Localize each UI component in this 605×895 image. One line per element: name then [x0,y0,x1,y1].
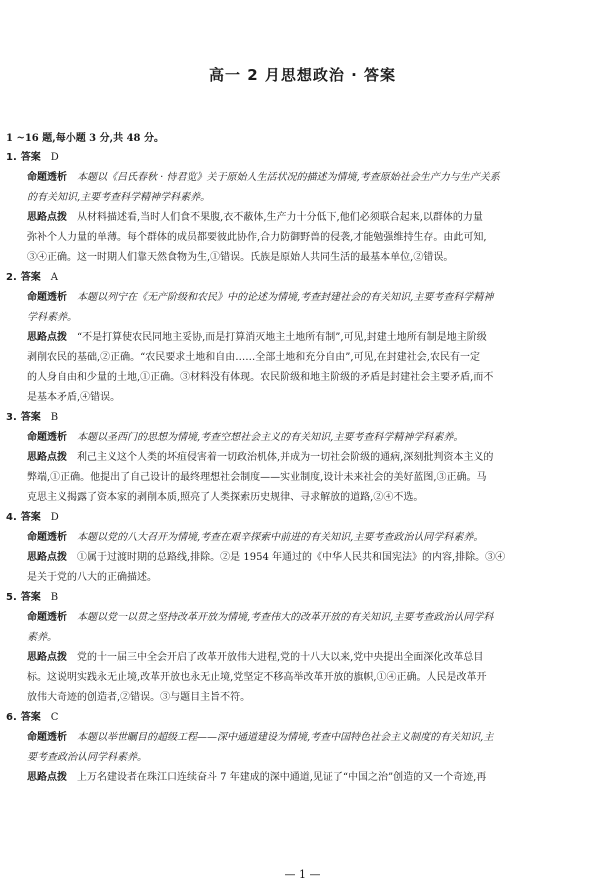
thinking-text-line [27,773,596,783]
intent-text-line [27,753,596,763]
thinking-text-line [27,573,596,583]
intent-label: 命题透析 [27,732,67,743]
thinking-text: 剥削农民的基础,②正确。“农民要求土地和自由……全部土地和充分自由”,可见,在封建社会,农民有一定 [27,352,480,363]
thinking-text-line [27,693,596,703]
intent-block [6,433,596,443]
answer-value: A [50,272,58,283]
thinking-text: 弊端,①正确。他提出了自己设计的最终理想社会制度——实业制度,设计未来社会的美好蓝图,③正确。马 [27,472,487,483]
thinking-block [6,453,596,503]
thinking-text-line [27,473,596,483]
intent-text-line [27,433,596,443]
answer-line [6,413,596,423]
answer-label: 答案 [20,712,41,723]
thinking-text-line [27,233,596,243]
thinking-label: 思路点拨 [27,552,67,563]
answer-label: 答案 [20,512,41,523]
question-number: 4. [6,512,17,523]
question-number: 2. [6,272,17,283]
intent-text-line [27,193,596,203]
answer-line [6,273,596,283]
question-number: 1. [6,152,17,163]
page-number: — 1 — [284,868,321,881]
answer-line [6,153,596,163]
answer-value: C [50,712,59,723]
thinking-text: 上万名建设者在珠江口连续奋斗 7 年建成的深中通道,见证了“中国之治”创造的又一个奇迹,再 [77,772,487,783]
thinking-text: 是基本矛盾,④错误。 [27,392,121,403]
question-number: 6. [6,712,17,723]
thinking-text-line [27,653,596,663]
thinking-text-line [27,553,596,563]
thinking-block [6,333,596,403]
intent-block [6,173,596,203]
thinking-text: ③④正确。这一时期人们靠天然食物为生,①错误。氏族是原始人共同生活的最基本单位,②错误。 [27,252,454,263]
answer-line [6,593,596,603]
thinking-text: 的人身自由和少量的土地,①正确。③材料没有体现。农民阶级和地主阶级的矛盾是封建社会主要矛盾,而不 [27,372,494,383]
answer-label: 答案 [20,592,41,603]
answer-label: 答案 [20,412,41,423]
intent-label: 命题透析 [27,612,67,623]
intent-label: 命题透析 [27,292,67,303]
question-block [6,513,596,583]
thinking-text: ①属于过渡时期的总路线,排除。②是 1954 年通过的《中华人民共和国宪法》的内容,排除。③④ [77,552,506,563]
thinking-text: 放伟大奇迹的创造者,②错误。③与题目主旨不符。 [27,692,251,703]
answer-line [6,713,596,723]
question-block [6,273,596,403]
answer-value: D [50,152,59,163]
intent-block [6,733,596,763]
intent-text-line [27,313,596,323]
intent-text-line [27,533,596,543]
thinking-text-line [27,253,596,263]
question-block [6,413,596,503]
thinking-block [6,653,596,703]
answer-value: D [50,512,59,523]
intent-text-line [27,173,596,183]
page-title: 高一 2 月思想政治 · 答案 [208,66,397,84]
intent-label: 命题透析 [27,432,67,443]
intent-block [6,613,596,643]
thinking-text: 是关于党的八大的正确描述。 [27,572,157,583]
thinking-text-line [27,213,596,223]
question-number: 3. [6,412,17,423]
answer-value: B [50,412,59,423]
intent-text-line [27,613,596,623]
thinking-text-line [27,393,596,403]
intent-text-line [27,293,596,303]
question-block [6,593,596,703]
scoring-intro: 1 ~16 题,每小题 3 分,共 48 分。 [6,133,164,144]
thinking-text-line [27,353,596,363]
intent-text: 本题以《吕氏春秋 · 恃君览》关于原始人生活状况的描述为情境,考查原始社会生产力与生产关系 [77,172,500,183]
question-block [6,713,596,783]
thinking-label: 思路点拨 [27,332,67,343]
thinking-block [6,213,596,263]
intent-block [6,293,596,323]
thinking-text: 克思主义揭露了资本家的剥削本质,照亮了人类探索历史规律、寻求解放的道路,②④不选。 [27,492,424,503]
thinking-label: 思路点拨 [27,652,67,663]
thinking-label: 思路点拨 [27,772,67,783]
intent-block [6,533,596,543]
answer-label: 答案 [20,272,41,283]
thinking-block [6,773,596,783]
thinking-text: 利己主义这个人类的坏疽侵害着一切政治机体,并成为一切社会阶级的通病,深刻批判资本主义的 [77,452,494,463]
intent-label: 命题透析 [27,172,67,183]
thinking-text: 标。这说明实践永无止境,改革开放也永无止境,党坚定不移高举改革开放的旗帜,①④正确。人民是改革开 [27,672,487,683]
intent-text: 素养。 [27,632,57,643]
thinking-text: 从材料描述看,当时人们食不果腹,衣不蔽体,生产力十分低下,他们必须联合起来,以群体的力量 [77,212,483,223]
answer-content [6,134,596,793]
intent-text: 要考查政治认同学科素养。 [27,752,147,763]
answer-label: 答案 [20,152,41,163]
intent-text-line [27,633,596,643]
intent-label: 命题透析 [27,532,67,543]
thinking-block [6,553,596,583]
intent-text: 本题以党一以贯之坚持改革开放为情境,考查伟大的改革开放的有关知识,主要考查政治认同学科 [77,612,494,623]
thinking-text-line [27,373,596,383]
intent-text: 本题以党的八大召开为情境,考查在艰辛探索中前进的有关知识,主要考查政治认同学科素养。 [77,532,484,543]
thinking-text-line [27,673,596,683]
thinking-text: “不是打算使农民同地主妥协,而是打算消灭地主土地所有制”,可见,封建土地所有制是地主阶级 [77,332,487,343]
intent-text: 本题以列宁在《无产阶级和农民》中的论述为情境,考查封建社会的有关知识,主要考查科学精神 [77,292,494,303]
thinking-text-line [27,493,596,503]
thinking-text-line [27,333,596,343]
intent-text: 本题以举世瞩目的超级工程——深中通道建设为情境,考查中国特色社会主义制度的有关知识,主 [77,732,494,743]
question-block [6,153,596,263]
intent-text: 学科素养。 [27,312,77,323]
thinking-label: 思路点拨 [27,452,67,463]
thinking-text-line [27,453,596,463]
thinking-text: 党的十一届三中全会开启了改革开放伟大进程,党的十八大以来,党中央提出全面深化改革总目 [77,652,484,663]
question-number: 5. [6,592,17,603]
intent-text: 的有关知识,主要考查科学精神学科素养。 [27,192,211,203]
answer-line [6,513,596,523]
thinking-text: 弥补个人力量的单薄。每个群体的成员都要彼此协作,合力防御野兽的侵袭,才能勉强维持生存。由此可知, [27,232,487,243]
thinking-label: 思路点拨 [27,212,67,223]
intent-text-line [27,733,596,743]
answer-value: B [50,592,59,603]
intent-text: 本题以圣西门的思想为情境,考查空想社会主义的有关知识,主要考查科学精神学科素养。 [77,432,464,443]
